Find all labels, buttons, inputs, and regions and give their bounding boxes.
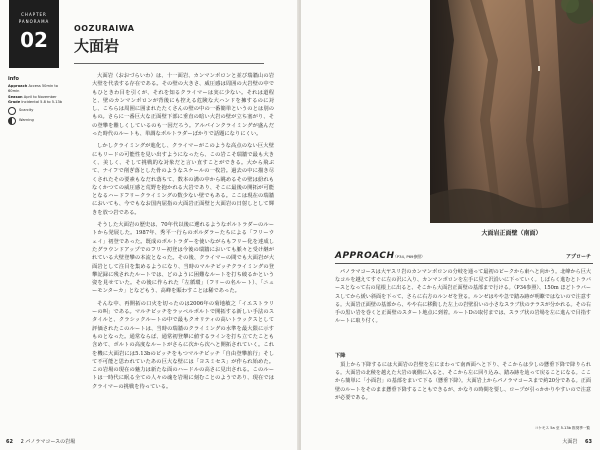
info-box (8, 77, 70, 125)
info-row-approach (8, 84, 70, 94)
info-heading: info (8, 76, 19, 82)
circle-icon (8, 107, 16, 115)
page-title: 大面岩 (74, 37, 120, 55)
right-page (301, 0, 600, 450)
info-label: Approach (8, 84, 28, 89)
body-paragraph: しかしクライミングが進化し、クライマーがこのような高点のない巨大壁にもリードの可能性を見い出すようになったら、この岩こそ瑞牆で最も大きく、美しく、そして挑戦的な対象だと言い直すことができる。大から飛ぶて、ナイフで削ぎ落とした骨のようなスケールの一枚岩。過去の中に描き尽くされたその要素もなだれ落ちて、数本の溝の中から眺めるその壁は紛れもなくかつての威圧感と荒野を抱かれる大岩であり、そこに最後の開拓が可能となるハードフリークライミングの数少ない壁でもある。ここは現在の瑞牆においても、今でもなお国内屈指の大面岩正面壁と大面岩の日射しとして輝きを放つ岩である。 (92, 143, 274, 216)
legend-label: Warning (19, 118, 34, 123)
info-value: Incidental 5.8 to 5.13b (21, 99, 63, 104)
title-divider (74, 63, 264, 64)
title-block (74, 24, 134, 56)
legend-warning (8, 117, 70, 125)
rock-face-photo (430, 0, 593, 223)
approach-reference: （P34, P69参照） (393, 254, 425, 259)
info-label: Season (8, 94, 23, 99)
legend-label: Scarcity (19, 108, 34, 113)
body-text (92, 72, 274, 395)
photo-caption: 大面岩正面壁（南面） (481, 230, 542, 237)
footer-note: コケモス 5a 至 5.13b 推奨季一覧 (534, 426, 590, 430)
page-number: 62 (6, 439, 13, 445)
descent-text (335, 361, 591, 402)
approach-text (335, 268, 591, 325)
chapter-number: 02 (20, 28, 48, 52)
info-value: Access 50min to 60min (8, 84, 58, 94)
half-circle-icon (8, 117, 16, 125)
rock-face-image (430, 0, 593, 223)
info-row-grade (8, 100, 70, 105)
info-value: April to November (23, 94, 57, 99)
approach-heading (335, 251, 593, 264)
chapter-sub: PANORAMA (18, 19, 50, 24)
descent-paragraph: 頂上から下降するには大面岩の岩壁を左にまわって南西面へと下り、そこからは少しの懸垂下降で降りられる。大面岩の北稜を越えた大岩の裏側に入ると、そこから左に回り込み、踏み跡を辿って戻ることになる。ここから簡単に「小面岩」の基部をまいて下る（懸垂下降）。大面岩上からパノラマコースまで約20分である。正面壁のルートをそのまま懸垂下降することもできるが、かなりの時間を要し、ロープが引っかかりやすいので注意が必要である。 (335, 362, 591, 401)
left-footer (6, 438, 75, 445)
approach-title-jp: アプローチ (565, 254, 591, 260)
section-label: 2 パノラマコースの岩場 (20, 439, 76, 445)
approach-title: APPROACH (335, 251, 395, 261)
title-romanized: OOZURAIWA (74, 24, 135, 33)
descent-heading: 下降 (335, 353, 346, 359)
chapter-label: CHAPTER (21, 12, 47, 17)
body-paragraph: そんな中、再開拓の口火を切ったのは2006年の菊地敏之「イエストラリーの叫」である。マルチピッチをラッペルボルトで開拓する新しい手法のスタイルと、クラシックルートの中で最もクオリティの高いトラックスとして評価されたこのルートは、当時の瑞牆のクライミングの水準を最大限に示すものとなった。通常ならば、通常初登攀に値するラインを打ち立てたことも含めて、ボルトの高度なルートがさらに次から次へと開拓されていく。これを機に大面岩には5.13bのピッチをもつマルチピッチ「自由登攀旅行」そして不可能と思われていたあの巨大な壁には「ヨスミセス」が作られ始めた。この岩場の現在の魅力は新たな面のハードルの高さに見出される。このルートは一時代に眠る全ての人々の魂を岩場に刻むことのようであり、現在ではクライマーの挑戦を待っている。 (92, 300, 274, 390)
body-paragraph: 大面岩（おおづらいわ）は、十一面岩、カンマンボロンと並び瑞牆山の岩大壁を代表する存在である。その壁の大きさ、威圧感は周囲の大岩壁の中でもひときわ目を引くが、それを知るクライマーは実に少ない。それは道程と、壁のカンマンボロンが背後にも控える危険な大ハンドを擁するのに対し、こちらは周囲に囲まれたたくさんの壁の中の一番簡単というのとは別のもの。さらに一番巨大な正面壁下部に垂直の暗い大岩の壁が立ち塞がり、その登攀を難しくしているのも一因だろう。アルパインクライミングが盛んだった時代のルートも、単調なボルトラダーばかりで話題になりにくい。 (92, 73, 274, 138)
chapter-tab (9, 0, 59, 68)
body-paragraph: そうした大面岩の歴史は、70年代以後に遡れるようなボルトラダーのルートから発展した。1987年、秀平一行らのボルダラーたちによる「フリーウェイ」初登であった。既成のボルトラダーを使いながらもフリー化を達成したグラウンドアップでのフリー初登は今後の瑞牆においても脈々と受け継がれている大壁登攀の本流となった。その後、クライマーの間でも大面岩が大面岩として注目を集めるようになり、当時のマルチピッチクライミングの登攀記録に残されたルートでは、どのように困難なルートを打ち破るかという姿を見せていた。その後に作られた「左循環」（フリーの名ルート）、「ニューモンターカ」となどもう、高峰を賑わすことは稀であった。 (92, 222, 274, 295)
info-label: Grade (8, 99, 21, 104)
legend-scarcity (8, 107, 70, 115)
section-label: 大面岩 (562, 439, 578, 445)
page-number: 63 (585, 439, 592, 445)
right-footer (562, 438, 592, 445)
left-page (0, 0, 299, 450)
approach-paragraph: パノラマコースは大ヤスリ岩のカンマンボロンの分岐を通って最初のピークから東へと向かう。北峰から巨大なコルを越えてすぐに左の沢に入り、カンマンボロンを左手に見て沢沿いに下っていく。しばらく進むとトラバースとなって右の尾根上に出ると、そこから大面岩正面壁の基部まで行ける。（P34参照）、150m ほどトラバースしてから緩い斜面を下って、さらに右方のルンゼを登る。ルンゼはやや急で踏み跡が明瞭ではないので注意する。大面岩正面壁の基部から、やや右に移動した左上の岩壁沿いの小さなスラブ状のテラスが分かれる。その右手の黒い岩を巻くと正面壁のスタート地点に到着。ルートDの取付までは、スラブ状の岩場を左に進んで目指すルートに取り付く。 (335, 269, 591, 325)
